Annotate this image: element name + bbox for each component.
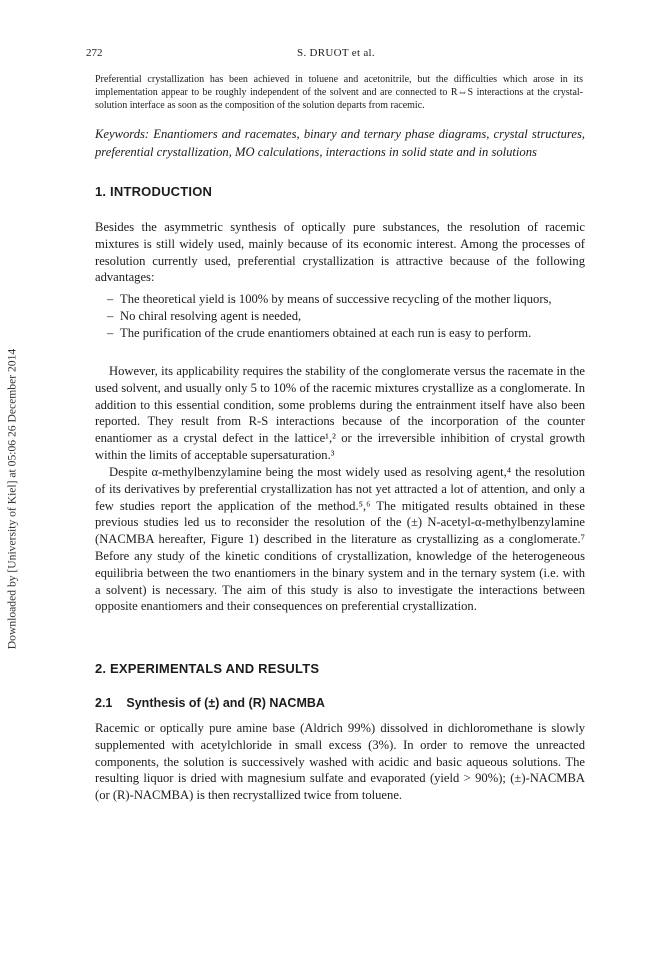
list-item: – The theoretical yield is 100% by means of successive recycling of the mother liquors, (107, 292, 552, 306)
intro-paragraph-1: Besides the asymmetric synthesis of optically pure substances, the resolution of racemic mixtures is still widely used, mainly because of its economic interest. Among the processes of resolution currently used, preferential crystallization is attractive because of the following advantages: (95, 220, 585, 285)
subsection-heading (95, 696, 325, 710)
running-head (86, 47, 586, 63)
list-item: – The purification of the crude enantiomers obtained at each run is easy to perform. (107, 325, 532, 340)
subsection-number: 2.1 (95, 696, 113, 710)
synthesis-paragraph: Racemic or optically pure amine base (Aldrich 99%) dissolved in dichloromethane is slowly supplemented with acetylchloride in small excess (3%). In order to remove the unreacted components, the solution is successively washed with acidic and basic aqueous solutions. The resulting liquor is dried with magnesium sulfate and evaporated (yield > 90%); (±)-NACMBA (or (R)-NACMBA) is then recrystallized twice from toluene. (95, 721, 585, 803)
intro-paragraph-3: Despite α-methylbenzylamine being the most widely used as resolving agent,⁴ the resolution of its derivatives by preferential crystallization has not yet attracted a lot of attention, and only a few studies report the application of the method.⁵,⁶ The mitigated results obtained in these previous studies led us to reconsider the resolution of the (±) N-acetyl-α-methylbenzylamine (NACMBA hereafter, Figure 1) described in the literature as crystallizing as a conglomerate.⁷ Before any study of the kinetic conditions of crystallization, knowledge of the heterogeneous equilibria between the two enantiomers in the binary system and in the ternary system (i.e. with a solvent) is necessary. The aim of this study is also to investigate the interactions between opposite enantiomers and their consequences on preferential crystallization. (95, 465, 585, 614)
running-title: S. DRUOT et al. (297, 47, 375, 59)
section-heading-experimentals: 2. EXPERIMENTALS AND RESULTS (95, 661, 320, 676)
section-heading-introduction: 1. INTRODUCTION (95, 184, 213, 199)
intro-paragraph-2: However, its applicability requires the stability of the conglomerate versus the racemate in the used solvent, and usually only 5 to 10% of the racemic mixtures crystallize as a conglomerate. In addition to this essential condition, some problems during the entrainment itself have also been reported. They result from R-S interactions because of the incorporation of the counter enantiomer as a crystal defect in the lattice¹,² or the irreversible inhibition of crystal growth within the limits of acceptable supersaturation.³ (95, 364, 585, 462)
abstract-tail: Preferential crystallization has been achieved in toluene and acetonitrile, but the difficulties which arose in its implementation appear to be roughly independent of the solvent and are connected to R⇔S interactions at the crystal-solution interface as soon as the composition of the solution departs from racemic. (95, 74, 583, 112)
advantages-list (107, 291, 585, 341)
page-number: 272 (86, 47, 103, 59)
download-watermark (5, 330, 19, 668)
list-item: – No chiral resolving agent is needed, (107, 308, 302, 323)
keywords: Keywords: Enantiomers and racemates, binary and ternary phase diagrams, crystal structures, preferential crystallization, MO calculations, interactions in solid state and in solutions (95, 127, 585, 159)
download-watermark-text: Downloaded by [University of Kiel] at 05:06 26 December 2014 (5, 348, 19, 650)
subsection-title: Synthesis of (±) and (R) NACMBA (126, 696, 325, 710)
